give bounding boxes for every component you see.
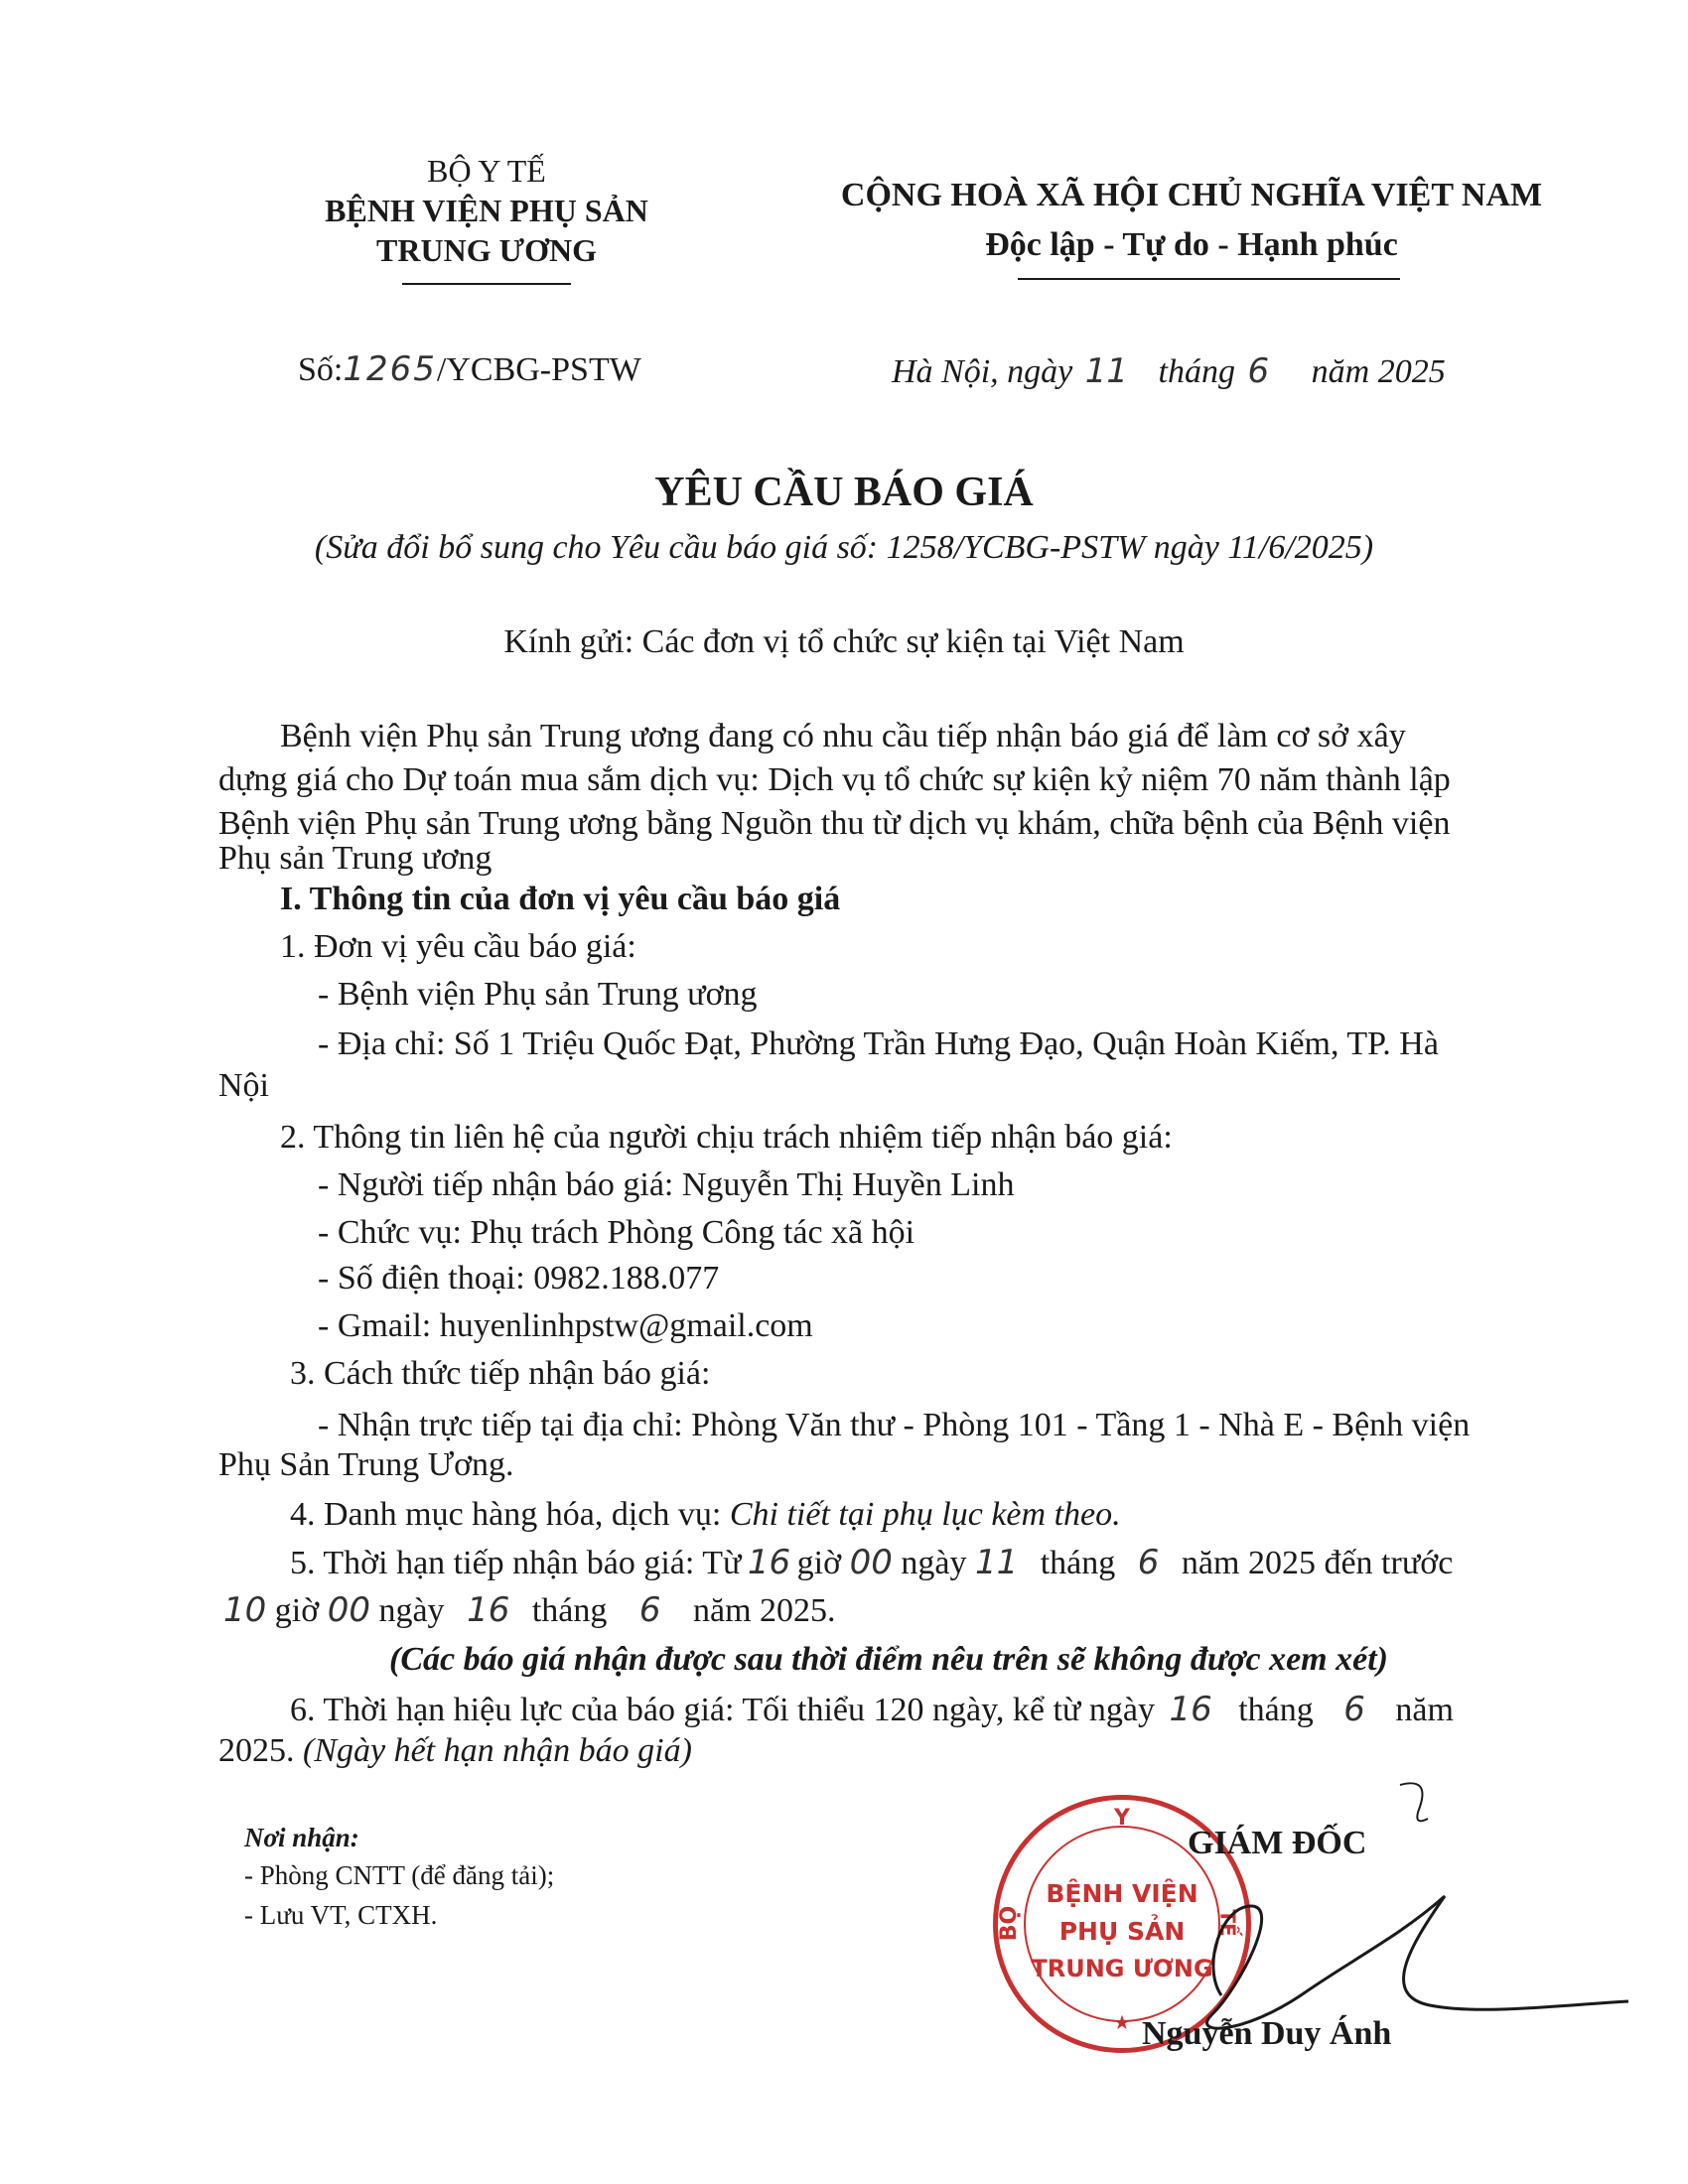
recipient-line: Kính gửi: Các đơn vị tổ chức sự kiện tại Việt Nam	[503, 623, 1185, 660]
intro-line-2: dựng giá cho Dự toán mua sắm dịch vụ: Dịch vụ tổ chức sự kiện kỷ niệm 70 năm thành lập	[218, 761, 1451, 798]
item5-hour-to: 10	[223, 1590, 267, 1630]
item6-line2	[218, 1729, 692, 1773]
country-name: CỘNG HOÀ XÃ HỘI CHỦ NGHĨA VIỆT NAM	[840, 177, 1543, 213]
item2-email: - Gmail: huyenlinhpstw@gmail.com	[318, 1307, 813, 1344]
date-place: Hà Nội, ngày	[892, 353, 1073, 390]
section-1-title: I. Thông tin của đơn vị yêu cầu báo giá	[280, 881, 841, 917]
item5-text-3: ngày	[901, 1545, 967, 1581]
stamp-line2: PHỤ SẢN	[1058, 1917, 1186, 1946]
item5-minute-from: 00	[849, 1543, 893, 1582]
item6-line1	[290, 1688, 1454, 1732]
stamp-star-icon: ★	[1113, 2010, 1131, 2034]
item6-line2-plain: 2025.	[218, 1732, 303, 1769]
doc-number-handwritten: 1265	[343, 349, 437, 389]
item5-text-9: năm 2025.	[693, 1592, 836, 1629]
stamp-top-letter: Y	[1114, 1806, 1130, 1831]
item6-line2-italic: (Ngày hết hạn nhận báo giá)	[303, 1732, 692, 1769]
national-motto: Độc lập - Tự do - Hạnh phúc	[985, 226, 1398, 263]
item5-day-from: 11	[974, 1543, 1019, 1582]
item3-line1: - Nhận trực tiếp tại địa chỉ: Phòng Văn thư - Phòng 101 - Tầng 1 - Nhà E - Bệnh viện	[318, 1407, 1471, 1443]
date-month-label: tháng	[1158, 353, 1235, 390]
item3-label: 3. Cách thức tiếp nhận báo giá:	[290, 1355, 711, 1392]
item5-text-8: tháng	[531, 1592, 608, 1629]
stamp-line1: BỆNH VIỆN	[1046, 1879, 1198, 1908]
stamp-right-text: TẾ	[1215, 1909, 1240, 1937]
item2-phone: - Số điện thoại: 0982.188.077	[318, 1260, 720, 1297]
hospital-name-line1: BỆNH VIỆN PHỤ SẢN	[325, 193, 648, 228]
date-month-handwritten: 6	[1247, 351, 1270, 391]
item5-text-6: giờ	[274, 1592, 320, 1629]
item5-month-to: 6	[638, 1590, 661, 1630]
signatory-name: Nguyễn Duy Ánh	[1142, 2015, 1392, 2052]
item5-note: (Các báo giá nhận được sau thời điểm nêu trên sẽ không được xem xét)	[389, 1641, 1388, 1678]
item5-text-1: 5. Thời hạn tiếp nhận báo giá: Từ	[290, 1545, 742, 1581]
doc-number-prefix: Số:	[298, 351, 344, 388]
item4	[290, 1493, 1121, 1537]
item5-text-4: tháng	[1040, 1545, 1116, 1581]
item2-person: - Người tiếp nhận báo giá: Nguyễn Thị Huyền Linh	[318, 1166, 1015, 1203]
date-day-handwritten: 11	[1084, 351, 1129, 391]
item1-address-line2: Nội	[218, 1067, 269, 1104]
recipients-line2: - Lưu VT, CTXH.	[244, 1900, 438, 1930]
item1-name: - Bệnh viện Phụ sản Trung ương	[318, 976, 758, 1013]
item5-text-2: giờ	[796, 1545, 842, 1581]
recipients-line1: - Phòng CNTT (để đăng tải);	[244, 1860, 555, 1890]
item4-label: 4. Danh mục hàng hóa, dịch vụ:	[290, 1496, 730, 1533]
item6-day: 16	[1169, 1690, 1212, 1729]
item5-text-7: ngày	[378, 1592, 445, 1629]
item5-minute-to: 00	[327, 1590, 370, 1630]
header-right-underline	[1018, 278, 1400, 280]
ministry-name: BỘ Y TẾ	[427, 153, 546, 189]
stamp-line3: TRUNG ƯƠNG	[1031, 1955, 1213, 1982]
item5-line2	[223, 1588, 836, 1633]
item4-italic: Chi tiết tại phụ lục kèm theo.	[729, 1496, 1121, 1533]
item6-month: 6	[1343, 1690, 1365, 1729]
stamp-left-text: BỘ	[997, 1905, 1023, 1942]
date-year: năm 2025	[1311, 353, 1446, 390]
date-line	[892, 351, 1446, 391]
item3-line2: Phụ Sản Trung Ương.	[218, 1446, 514, 1483]
document-number	[298, 349, 641, 389]
header-left-underline	[402, 283, 571, 285]
item5-line1	[290, 1541, 1453, 1585]
doc-number-suffix: /YCBG-PSTW	[436, 351, 641, 388]
hospital-name-line2: TRUNG ƯƠNG	[376, 232, 597, 268]
intro-line-4: Phụ sản Trung ương	[218, 840, 492, 877]
document-title: YÊU CẦU BÁO GIÁ	[654, 470, 1034, 515]
intro-line-3: Bệnh viện Phụ sản Trung ương bằng Nguồn thu từ dịch vụ khám, chữa bệnh của Bệnh viện	[218, 805, 1451, 842]
item2-label: 2. Thông tin liên hệ của người chịu trách nhiệm tiếp nhận báo giá:	[280, 1119, 1173, 1156]
document-subtitle: (Sửa đổi bổ sung cho Yêu cầu báo giá số: 1258/YCBG-PSTW ngày 11/6/2025)	[314, 529, 1374, 566]
item6-text-2: tháng	[1238, 1692, 1314, 1728]
item5-hour-from: 16	[747, 1543, 791, 1582]
item5-text-5: năm 2025 đến trước	[1181, 1545, 1454, 1581]
item2-position: - Chức vụ: Phụ trách Phòng Công tác xã hội	[318, 1214, 915, 1251]
item6-text-1: 6. Thời hạn hiệu lực của báo giá: Tối thiểu 120 ngày, kể từ ngày	[290, 1692, 1155, 1728]
item5-day-to: 16	[467, 1590, 510, 1630]
item1-label: 1. Đơn vị yêu cầu báo giá:	[280, 928, 636, 965]
item6-text-3: năm	[1395, 1692, 1454, 1728]
recipients-title: Nơi nhận:	[244, 1823, 359, 1852]
item5-month-from: 6	[1137, 1543, 1160, 1582]
signature-role: GIÁM ĐỐC	[1188, 1825, 1367, 1861]
item1-address-line1: - Địa chỉ: Số 1 Triệu Quốc Đạt, Phường Trần Hưng Đạo, Quận Hoàn Kiếm, TP. Hà	[318, 1025, 1439, 1062]
intro-line-1: Bệnh viện Phụ sản Trung ương đang có nhu cầu tiếp nhận báo giá để làm cơ sở xây	[280, 718, 1406, 754]
